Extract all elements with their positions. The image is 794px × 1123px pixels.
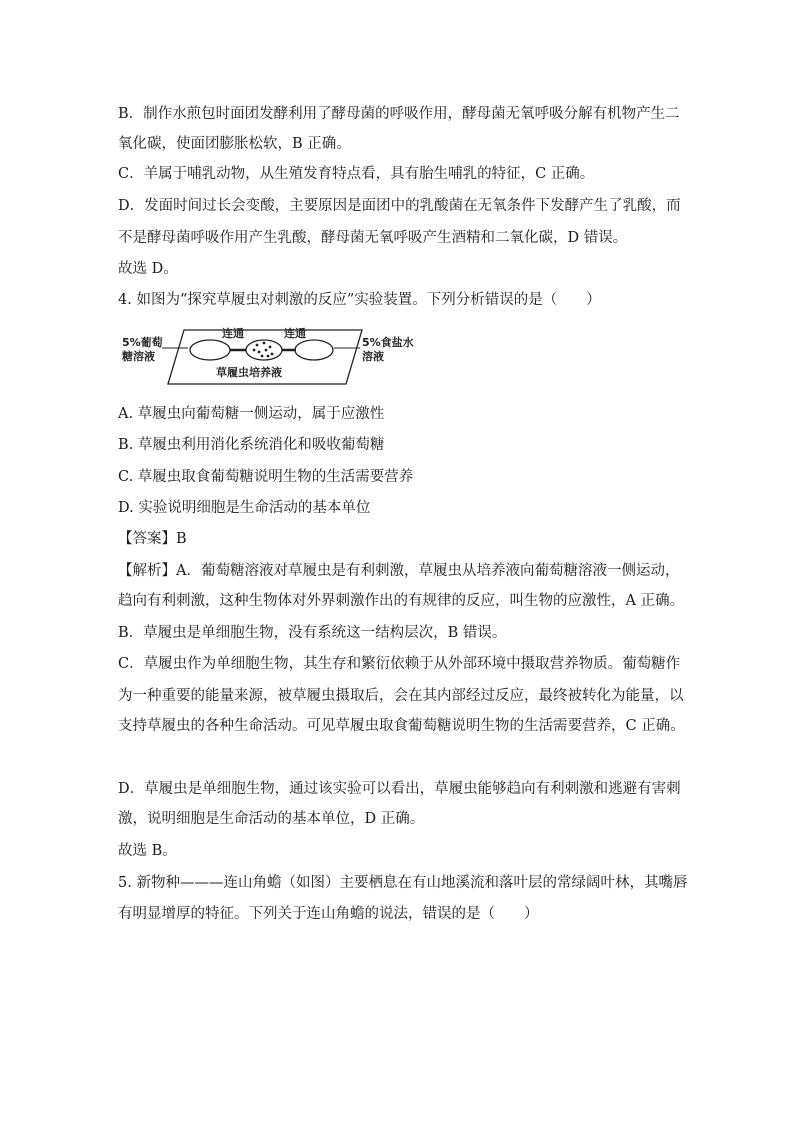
analysis-line: 【解析】A．葡萄糖溶液对草履虫是有利刺激，草履虫从培养液向葡萄糖溶液一侧运动，: [118, 563, 680, 579]
text-line: C．羊属于哺乳动物，从生殖发育特点看，具有胎生哺乳的特征，C 正确。: [118, 166, 595, 182]
question-5-stem: 5. 新物种———连山角蟾（如图）主要栖息在有山地溪流和落叶层的常绿阔叶林，其嘴唇: [118, 875, 688, 891]
option-c: C. 草履虫取食葡萄糖说明生物的生活需要营养: [118, 469, 414, 485]
analysis-line: D．草履虫是单细胞生物，通过该实验可以看出，草履虫能够趋向有利刺激和逃避有害刺: [118, 781, 681, 797]
analysis-line: 支持草履虫的各种生命活动。可见草履虫取食葡萄糖说明生物的生活需要营养，C 正确。: [118, 718, 685, 734]
text-line: 故选 B。: [118, 843, 177, 859]
text-line: D．发面时间过长会变酸，主要原因是面团中的乳酸菌在无氧条件下发酵产生了乳酸，而: [118, 198, 681, 214]
glucose-label: 5%葡萄: [122, 336, 163, 349]
question-5-stem: 有明显增厚的特征。下列关于连山角蟾的说法，错误的是（ ）: [118, 906, 539, 922]
option-a: A. 草履虫向葡萄糖一侧运动，属于应激性: [118, 406, 385, 422]
connected-label-left: 连通: [222, 327, 244, 340]
question-4-stem: 4. 如图为“探究草履虫对刺激的反应”实验装置。下列分析错误的是（ ）: [118, 292, 601, 308]
answer-line: 【答案】B: [118, 531, 187, 547]
option-d: D. 实验说明细胞是生命活动的基本单位: [118, 500, 371, 516]
analysis-line: 趋向有利刺激，这种生物体对外界刺激作出的有规律的反应，叫生物的应激性，A 正确。: [118, 593, 685, 609]
salt-water-label: 5%食盐水: [362, 336, 414, 349]
glucose-drop: [190, 340, 230, 360]
culture-medium-label: 草履虫培养液: [216, 366, 282, 379]
analysis-line: 激，说明细胞是生命活动的基本单位，D 正确。: [118, 811, 425, 827]
option-b: B. 草履虫利用消化系统消化和吸收葡萄糖: [118, 437, 385, 453]
paramecium-dots: [253, 342, 274, 358]
analysis-line: C．草履虫作为单细胞生物，其生存和繁衍依赖于从外部环境中摄取营养物质。葡萄糖作: [118, 656, 681, 672]
salt-water-drop: [295, 340, 333, 360]
salt-water-label: 溶液: [362, 350, 384, 363]
glucose-label: 糖溶液: [122, 350, 155, 363]
connected-label-right: 连通: [284, 327, 306, 340]
analysis-line: 为一种重要的能量来源，被草履虫摄取后，会在其内部经过反应，最终被转化为能量，以: [118, 688, 684, 704]
analysis-line: B．草履虫是单细胞生物，没有系统这一结构层次，B 错误。: [118, 625, 507, 641]
text-line: 氧化碳，使面团膨胀松软，B 正确。: [118, 136, 351, 152]
text-line: 不是酵母菌呼吸作用产生乳酸，酵母菌无氧呼吸产生酒精和二氧化碳，D 错误。: [118, 230, 628, 246]
text-line: B．制作水煎包时面团发酵利用了酵母菌的呼吸作用，酵母菌无氧呼吸分解有机物产生二: [118, 106, 680, 122]
text-line: 故选 D。: [118, 261, 178, 277]
paramecium-experiment-diagram: [118, 328, 428, 388]
